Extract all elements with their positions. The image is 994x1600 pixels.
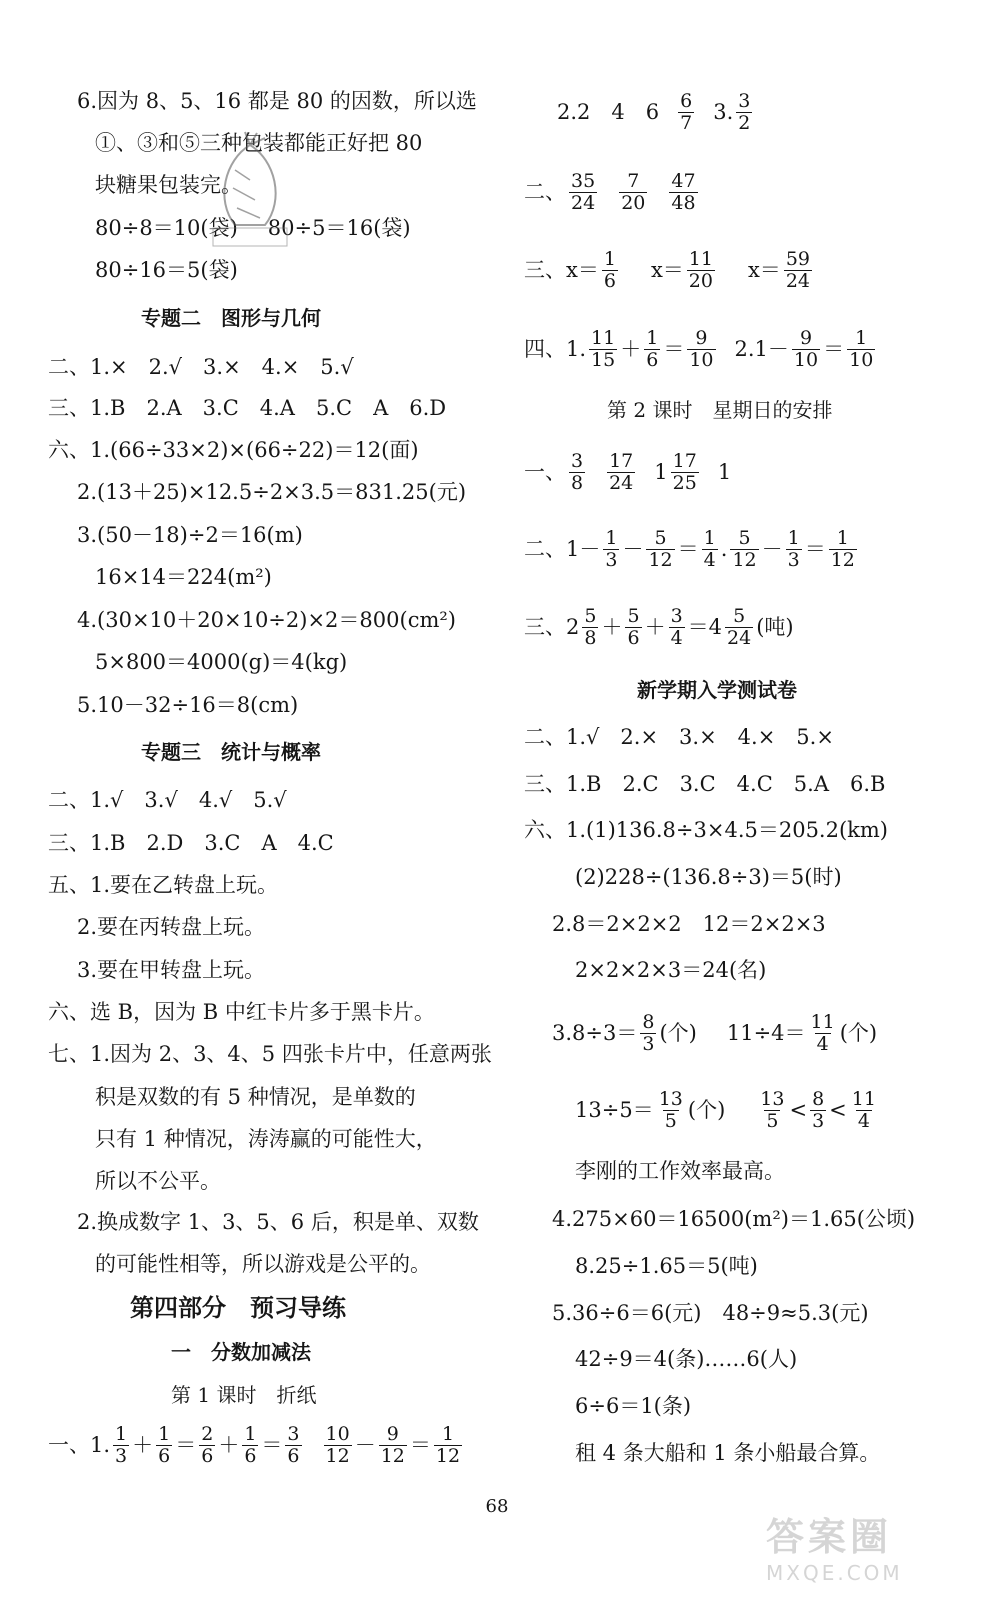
text-line: (2)228÷(136.8÷3)＝5(时) <box>575 865 842 889</box>
question-number: 一、 <box>524 460 566 484</box>
equation: 11÷4＝ <box>726 1021 806 1045</box>
equals-sign: ＝ <box>823 337 845 361</box>
text-line: 16×14＝224(m²) <box>95 565 272 589</box>
lesson-title: 第 2 课时 星期日的安排 <box>607 398 833 422</box>
denominator: 20 <box>688 269 713 292</box>
denominator: 5 <box>664 1109 677 1132</box>
text-line: 80÷16＝5(袋) <box>95 258 238 282</box>
text-line: 42÷9＝4(条)……6(人) <box>575 1347 798 1371</box>
denominator: 6 <box>627 626 640 649</box>
numerator: 1 <box>158 1422 171 1445</box>
equation: 80÷8＝10(袋) <box>95 216 238 240</box>
minus-sign: － <box>622 537 644 561</box>
numerator: 5 <box>733 604 746 627</box>
text-line: 2×2×2×3＝24(名) <box>575 958 767 982</box>
denominator: 12 <box>325 1444 350 1467</box>
fraction <box>792 328 820 371</box>
numerator: 1 <box>603 247 616 270</box>
variable: x＝ <box>650 258 684 282</box>
numerator: 3 <box>287 1422 300 1445</box>
numerator: 17 <box>609 449 634 472</box>
equals-sign: ＝ <box>261 1433 283 1457</box>
plus-sign: ＋ <box>132 1433 154 1457</box>
watermark-title: 答案圈 <box>766 1515 893 1559</box>
fraction <box>671 451 699 494</box>
numerator: 13 <box>658 1087 683 1110</box>
text-line: 积是双数的有 5 种情况，是单数的 <box>95 1085 416 1109</box>
text-line: 8.25÷1.65＝5(吨) <box>575 1254 758 1278</box>
denominator: 8 <box>571 471 584 494</box>
fraction <box>758 1089 786 1132</box>
plus-sign: ＋ <box>218 1433 240 1457</box>
denominator: 4 <box>857 1109 870 1132</box>
less-than-sign: < <box>829 1098 847 1122</box>
equals-sign: ＝ <box>804 537 826 561</box>
denominator: 24 <box>785 269 810 292</box>
less-than-sign: < <box>789 1098 808 1122</box>
equals-sign: ＝ <box>677 537 699 561</box>
question-number: 一、1. <box>48 1433 111 1457</box>
fraction <box>687 249 715 292</box>
denominator: 10 <box>849 348 874 371</box>
unit-text: (个) <box>659 1021 697 1045</box>
denominator: 6 <box>158 1444 171 1467</box>
denominator: 10 <box>793 348 819 371</box>
numerator: 8 <box>812 1087 825 1110</box>
fraction <box>379 1424 407 1467</box>
whole-number: 1 <box>717 460 732 484</box>
question-number: 3. <box>713 100 734 124</box>
fraction <box>786 528 802 571</box>
text-line: 2.换成数字 1、3、5、6 后，积是单、双数 <box>77 1210 479 1234</box>
numerator: 1 <box>244 1422 257 1445</box>
unit-text: (吨) <box>756 615 794 639</box>
fraction <box>850 1089 878 1132</box>
numerator: 11 <box>851 1087 876 1110</box>
denominator: 6 <box>603 269 616 292</box>
numerator: 7 <box>627 169 640 192</box>
numerator: 9 <box>695 326 708 349</box>
fraction <box>646 528 674 571</box>
fraction <box>625 606 641 649</box>
whole-number: 4 <box>708 615 723 639</box>
fraction <box>434 1424 462 1467</box>
numerator: 1 <box>605 526 618 549</box>
numerator: 9 <box>386 1422 399 1445</box>
numerator: 3 <box>738 89 751 112</box>
carrot-stamp-icon <box>205 130 295 250</box>
text-line: 4.(30×10＋20×10÷2)×2＝800(cm²) <box>77 608 456 632</box>
denominator: 4 <box>670 626 683 649</box>
equation-line <box>552 1003 877 1063</box>
denominator: 20 <box>621 191 646 214</box>
minus-sign: － <box>354 1433 376 1457</box>
numerator: 1 <box>703 526 716 549</box>
denominator: 4 <box>816 1032 829 1055</box>
question-number: 三、 <box>524 258 566 282</box>
fraction <box>736 91 752 134</box>
equation-line <box>524 442 731 502</box>
text-line: 2.要在丙转盘上玩。 <box>77 915 266 939</box>
equation: 13÷5＝ <box>575 1098 654 1122</box>
denominator: 24 <box>727 626 752 649</box>
text-line: 所以不公平。 <box>95 1169 221 1193</box>
denominator: 6 <box>287 1444 300 1467</box>
plus-sign: ＋ <box>644 615 666 639</box>
fraction <box>602 249 618 292</box>
text-line: 5×800＝4000(g)＝4(kg) <box>95 650 348 674</box>
text-line: 的可能性相等，所以游戏是公平的。 <box>95 1252 431 1276</box>
watermark <box>766 1506 976 1586</box>
denominator: 6 <box>244 1444 257 1467</box>
text-line: 二、1.× 2.√ 3.× 4.× 5.√ <box>48 355 354 379</box>
text-line: 三、1.B 2.C 3.C 4.C 5.A 6.B <box>524 772 886 796</box>
denominator: 12 <box>380 1444 405 1467</box>
fraction <box>569 451 585 494</box>
fraction <box>809 1012 837 1055</box>
part-title: 第四部分 预习导练 <box>130 1294 346 1322</box>
section-title: 新学期入学测试卷 <box>637 678 797 702</box>
denominator: 3 <box>812 1109 825 1132</box>
numerator: 1 <box>115 1422 128 1445</box>
fraction <box>607 451 635 494</box>
fraction <box>669 606 685 649</box>
denominator: 8 <box>584 626 597 649</box>
variable: x＝ <box>747 258 781 282</box>
denominator: 6 <box>201 1444 214 1467</box>
numerator: 3 <box>571 449 584 472</box>
denominator: 24 <box>609 471 634 494</box>
fraction <box>847 328 875 371</box>
denominator: 15 <box>591 348 616 371</box>
text-line: 2.8＝2×2×2 12＝2×2×3 <box>552 912 826 936</box>
text-line: 六、1.(1)136.8÷3×4.5＝205.2(km) <box>524 818 888 842</box>
equation-line <box>524 519 860 579</box>
unit-text: (个) <box>687 1098 726 1122</box>
fraction <box>644 328 660 371</box>
fraction <box>619 171 647 214</box>
text-line: 五、1.要在乙转盘上玩。 <box>48 873 279 897</box>
numerator: 8 <box>642 1010 655 1033</box>
denominator: 6 <box>646 348 659 371</box>
minus-sign: － <box>761 537 783 561</box>
denominator: 12 <box>830 548 855 571</box>
fraction <box>657 1089 685 1132</box>
equation: 3.8÷3＝ <box>552 1021 638 1045</box>
unit-title: 一 分数加减法 <box>171 1340 311 1364</box>
numerator: 11 <box>591 326 616 349</box>
numerator: 1 <box>836 526 849 549</box>
question-number: 三、2 <box>524 615 580 639</box>
equation-line <box>524 162 701 222</box>
denominator: 25 <box>672 471 697 494</box>
numerator: 1 <box>441 1422 455 1445</box>
text-line: 3.(50－18)÷2＝16(m) <box>77 523 303 547</box>
separator: . <box>720 537 728 561</box>
numerator: 35 <box>571 169 596 192</box>
plus-sign: ＋ <box>601 615 623 639</box>
equation-line <box>575 1080 881 1140</box>
page-number: 68 <box>485 1496 509 1517</box>
equation: 80÷5＝16(袋) <box>267 216 411 240</box>
fraction <box>156 1424 172 1467</box>
denominator: 7 <box>680 111 693 134</box>
numerator: 10 <box>325 1422 350 1445</box>
denominator: 48 <box>671 191 696 214</box>
equation-line <box>48 1415 465 1475</box>
text-line: 6.因为 8、5、16 都是 80 的因数，所以选 <box>77 89 477 113</box>
text-line: 5.36÷6＝6(元) 48÷9≈5.3(元) <box>552 1301 869 1325</box>
denominator: 12 <box>435 1444 461 1467</box>
numerator: 17 <box>672 449 697 472</box>
denominator: 3 <box>642 1032 655 1055</box>
fraction <box>702 528 718 571</box>
denominator: 10 <box>689 348 714 371</box>
fraction <box>589 328 617 371</box>
text-line: 块糖果包装完。 <box>95 173 242 197</box>
variable: x＝ <box>566 258 599 282</box>
equals-sign: ＝ <box>687 615 709 639</box>
fraction <box>113 1424 129 1467</box>
fraction <box>582 606 598 649</box>
answer-text: 2.2 4 6 <box>557 100 660 124</box>
plus-sign: ＋ <box>620 337 642 361</box>
text-line: ①、③和⑤三种包装都能正好把 80 <box>95 131 423 155</box>
fraction <box>730 528 758 571</box>
numerator: 9 <box>799 326 813 349</box>
text-line: 4.275×60＝16500(m²)＝1.65(公顷) <box>552 1207 916 1231</box>
numerator: 11 <box>810 1010 835 1033</box>
denominator: 3 <box>115 1444 128 1467</box>
numerator: 1 <box>787 526 800 549</box>
fraction <box>199 1424 215 1467</box>
text-line: 5.10－32÷16＝8(cm) <box>77 693 299 717</box>
text-line: 三、1.B 2.D 3.C A 4.C <box>48 831 334 855</box>
text-line: 七、1.因为 2、3、4、5 四张卡片中，任意两张 <box>48 1042 492 1066</box>
fraction <box>784 249 812 292</box>
numerator: 47 <box>671 169 696 192</box>
equals-sign: ＝ <box>175 1433 197 1457</box>
numerator: 5 <box>627 604 640 627</box>
equation-line <box>524 319 878 379</box>
unit-text: (个) <box>839 1021 878 1045</box>
numerator: 13 <box>760 1087 785 1110</box>
numerator: 5 <box>654 526 667 549</box>
text-line: 3.要在甲转盘上玩。 <box>77 958 266 982</box>
numerator: 59 <box>785 247 810 270</box>
text-line: 二、1.√ 3.√ 4.√ 5.√ <box>48 788 287 812</box>
equals-sign: ＝ <box>663 337 685 361</box>
fraction <box>285 1424 301 1467</box>
text-line: 2.(13＋25)×12.5÷2×3.5＝831.25(元) <box>77 480 467 504</box>
question-number: 四、1. <box>524 337 587 361</box>
text-line: 三、1.B 2.A 3.C 4.A 5.C A 6.D <box>48 396 447 420</box>
fraction <box>810 1089 826 1132</box>
watermark-url: MXQE.COM <box>766 1561 903 1585</box>
fraction <box>669 171 697 214</box>
equals-sign: ＝ <box>409 1433 431 1457</box>
denominator: 2 <box>738 111 751 134</box>
section-title: 专题二 图形与几何 <box>141 306 321 330</box>
fraction <box>569 171 597 214</box>
whole-number: 1 <box>654 460 668 484</box>
lesson-title: 第 1 课时 折纸 <box>171 1383 317 1407</box>
numerator: 3 <box>670 604 683 627</box>
text-line: 六、1.(66÷33×2)×(66÷22)＝12(面) <box>48 438 419 462</box>
denominator: 12 <box>648 548 673 571</box>
question-number: 2.1－ <box>734 337 789 361</box>
denominator: 24 <box>571 191 596 214</box>
fraction <box>640 1012 656 1055</box>
numerator: 5 <box>584 604 597 627</box>
denominator: 3 <box>787 548 800 571</box>
denominator: 3 <box>605 548 618 571</box>
numerator: 1 <box>646 326 659 349</box>
text-line: 只有 1 种情况，涛涛赢的可能性大， <box>95 1127 437 1151</box>
right-column <box>497 0 994 1600</box>
text-line: 李刚的工作效率最高。 <box>575 1159 785 1183</box>
equation-line <box>524 597 794 657</box>
fraction <box>829 528 857 571</box>
numerator: 6 <box>680 89 693 112</box>
fraction <box>242 1424 258 1467</box>
numerator: 5 <box>738 526 751 549</box>
numerator: 2 <box>201 1422 214 1445</box>
equation-line <box>557 82 755 142</box>
fraction <box>324 1424 352 1467</box>
numerator: 11 <box>688 247 713 270</box>
equation-line <box>524 240 815 300</box>
fraction <box>687 328 715 371</box>
text-line: 租 4 条大船和 1 条小船最合算。 <box>575 1441 881 1465</box>
section-title: 专题三 统计与概率 <box>141 740 321 764</box>
numerator: 1 <box>855 326 868 349</box>
text-line: 二、1.√ 2.× 3.× 4.× 5.× <box>524 725 834 749</box>
text-line: 6÷6＝1(条) <box>575 1394 692 1418</box>
denominator: 5 <box>766 1109 779 1132</box>
question-number: 二、 <box>524 180 566 204</box>
fraction <box>725 606 753 649</box>
question-number: 二、1－ <box>524 537 601 561</box>
text-line: 六、选 B，因为 B 中红卡片多于黑卡片。 <box>48 1000 435 1024</box>
fraction <box>603 528 619 571</box>
denominator: 12 <box>732 548 757 571</box>
denominator: 4 <box>703 548 716 571</box>
fraction <box>678 91 694 134</box>
